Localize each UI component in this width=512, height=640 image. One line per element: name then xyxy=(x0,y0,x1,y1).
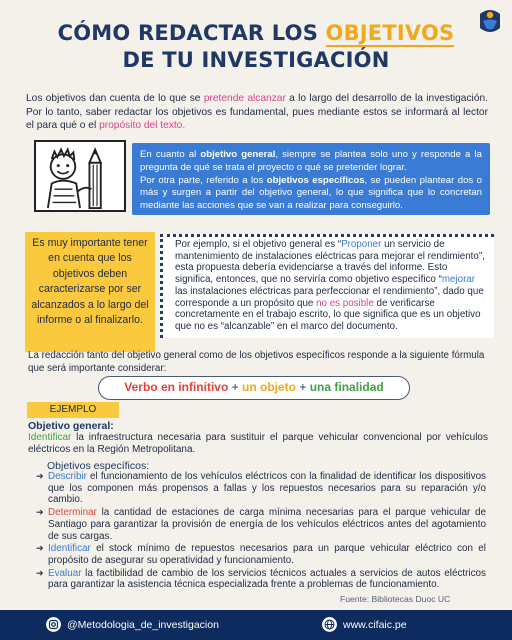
source-credit: Fuente: Bibliotecas Duoc UC xyxy=(340,594,451,604)
example-verb-2: mejorar xyxy=(441,274,476,286)
general-objective-text: Identificar la infraestructura necesaria para sustituir el parque vehicular convencional por vehículos eléctricos en la Región Metropolitana. xyxy=(28,432,488,455)
list-item: ➔ Determinar la cantidad de estaciones de carga mínima necesarias para el parque vehicular de Santiago para garantizar la provisión de energía de los vehículos eléctricos antes del agotamiento de sus cargas. xyxy=(36,507,486,542)
general-objective-paragraph: En cuanto al objetivo general, siempre se plantea solo uno y responde a la pregunta de qué se trata el proyecto o qué se pretender lograr. xyxy=(140,149,482,173)
example-highlight: no es posible xyxy=(316,297,374,309)
list-item: ➔ Identificar el stock mínimo de repuestos necesarios para un parque vehicular eléctrico con el propósito de asegurar su operatividad y funcionamiento. xyxy=(36,543,486,566)
objective-verb: Describir xyxy=(48,471,87,482)
intro-paragraph: Los objetivos dan cuenta de lo que se pretende alcanzar a lo largo del desarrollo de la investigación. Por lo tanto, saber redactar los objetivos es fundamental, pues mediante estos se informará al lector el para qué o el propósito del texto. xyxy=(26,93,488,131)
website-url: www.cifaic.pe xyxy=(343,618,407,631)
globe-icon xyxy=(322,617,337,632)
arrow-right-icon: ➔ xyxy=(36,543,44,554)
general-objective-title: Objetivo general: xyxy=(28,420,114,432)
arrow-right-icon: ➔ xyxy=(36,507,44,518)
formula-intro: La redacción tanto del objetivo general como de los objetivos específicos responde a la siguiente fórmula que será importante considerar: xyxy=(28,350,485,374)
specific-objectives-title: Objetivos específicos: xyxy=(47,460,150,472)
instagram-link[interactable] xyxy=(46,617,219,632)
list-item: ➔ Describir el funcionamiento de los vehículos eléctricos con la finalidad de identificar los dispositivos que los componen más propensos a fallas y los repuestos necesarios para su reparación y/o cambio. xyxy=(36,471,486,506)
general-objective-verb: Identificar xyxy=(28,432,72,443)
instagram-handle: @Metodologia_de_investigacion xyxy=(67,618,219,631)
objectives-explanation-box xyxy=(132,143,490,215)
formula-pill: Verbo en infinitivo + un objeto + una finalidad xyxy=(98,376,410,400)
example-explanation-box: Por ejemplo, si el objetivo general es “Proponer un servicio de mantenimiento de instalaciones eléctricas para mejorar el rendimiento”, esta propuesta debería evidenciarse a través del informe. Esto significa, entonces, que no serviría como objetivo específico “mejorar las instalaciones eléctricas para perfeccionar el rendimiento”, dado que corresponde a un propósito que no es posible de verificarse concretamente en el trabajo escrito, lo que significa que es un objetivo que no es “alcanzable” en el marco del documento. xyxy=(160,234,494,338)
example-label: EJEMPLO xyxy=(27,402,119,418)
website-link[interactable] xyxy=(322,617,407,632)
formula-object: un objeto xyxy=(242,380,296,394)
formula-verb: Verbo en infinitivo xyxy=(124,380,229,394)
example-verb-1: Proponer xyxy=(341,239,382,250)
list-item: ➔ Evaluar la factibilidad de cambio de los servicios técnicos actuales a servicios de autos eléctricos para garantizar la asistencia técnica especializada frente a problemas de funcionamiento. xyxy=(36,567,486,591)
intro-highlight-2: propósito del texto. xyxy=(99,120,186,131)
intro-highlight-1: pretende alcanzar xyxy=(203,93,286,104)
page-title: CÓMO REDACTAR LOS OBJETIVOS DE TU INVESTIGACIÓN xyxy=(57,21,455,72)
formula-purpose: una finalidad xyxy=(309,380,384,394)
student-pencil-illustration xyxy=(34,140,126,212)
specific-objectives-list xyxy=(36,471,486,592)
specific-objectives-paragraph: Por otra parte, referido a los objetivos específicos, se pueden plantear dos o más y surgen a partir del objetivo general, lo que significa que lo concretan mediante las acciones que se van a realizar para conseguirlo. xyxy=(140,174,482,212)
objective-verb: Identificar xyxy=(48,543,91,555)
footer-bar xyxy=(0,610,512,640)
objective-verb: Determinar xyxy=(48,507,97,519)
instagram-icon xyxy=(46,617,61,632)
important-note-box: Es muy importante tener en cuenta que los objetivos deben caracterizarse por ser alcanzados a lo largo del informe o al finalizarlo. xyxy=(25,232,155,352)
arrow-right-icon: ➔ xyxy=(36,567,44,578)
title-highlight: OBJETIVOS xyxy=(325,21,455,45)
arrow-right-icon: ➔ xyxy=(36,471,44,481)
objective-verb: Evaluar xyxy=(48,567,82,579)
